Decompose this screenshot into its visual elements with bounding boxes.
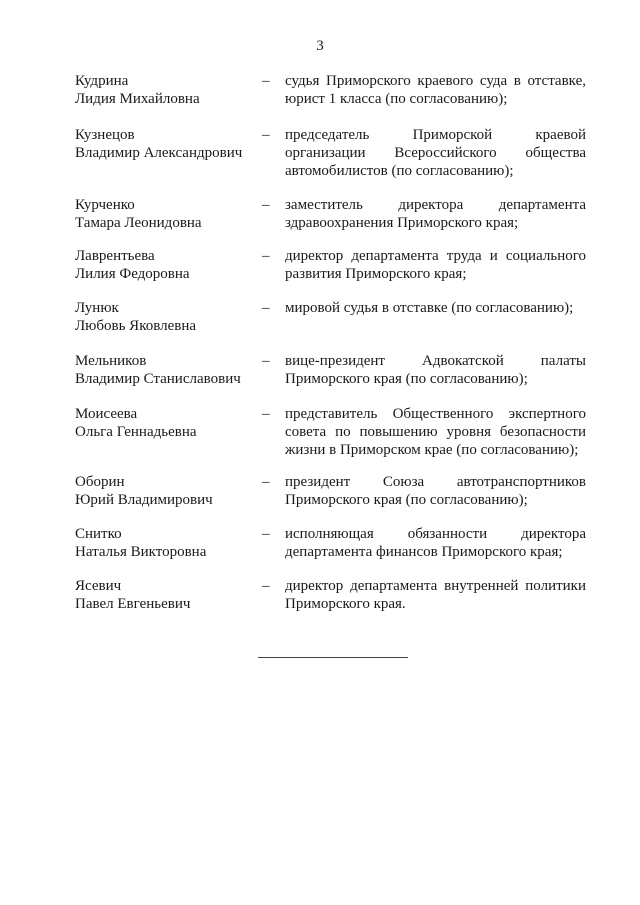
member-surname: Оборин	[75, 474, 125, 490]
member-surname: Лунюк	[75, 300, 119, 316]
member-name	[75, 72, 255, 108]
member-position	[285, 72, 586, 108]
member-name	[75, 525, 255, 561]
member-surname: Ясевич	[75, 578, 122, 594]
member-surname: Лаврентьева	[75, 248, 155, 264]
member-given-names: Владимир Станиславович	[75, 371, 241, 387]
entry-dash: –	[262, 127, 270, 143]
position-line: вице-президент Адвокатской палаты	[285, 353, 586, 369]
member-given-names: Юрий Владимирович	[75, 492, 213, 508]
member-position	[285, 247, 586, 283]
position-line: жизни в Приморском крае (по согласованию);	[285, 442, 579, 458]
position-line: совета по повышению уровня безопасности	[285, 424, 586, 440]
member-surname: Мельников	[75, 353, 147, 369]
position-line: директор департамента внутренней политики	[285, 578, 586, 594]
position-line: юрист 1 класса (по согласованию);	[285, 91, 508, 107]
member-name	[75, 473, 255, 509]
member-given-names: Ольга Геннадьевна	[75, 424, 197, 440]
entry-dash: –	[262, 578, 270, 594]
member-surname: Кузнецов	[75, 127, 135, 143]
entry-dash: –	[262, 353, 270, 369]
member-surname: Снитко	[75, 526, 122, 542]
member-position	[285, 405, 586, 459]
member-name	[75, 299, 255, 335]
position-line: судья Приморского краевого суда в отставке,	[285, 73, 586, 89]
position-line: организации Всероссийского общества	[285, 145, 586, 161]
member-given-names: Павел Евгеньевич	[75, 596, 191, 612]
entry-dash: –	[262, 300, 270, 316]
position-line: Приморского края.	[285, 596, 406, 612]
member-given-names: Наталья Викторовна	[75, 544, 207, 560]
position-line: департамента финансов Приморского края;	[285, 544, 563, 560]
member-given-names: Лилия Федоровна	[75, 266, 190, 282]
member-given-names: Любовь Яковлевна	[75, 318, 197, 334]
member-surname: Кудрина	[75, 73, 129, 89]
position-line: директор департамента труда и социального	[285, 248, 586, 264]
member-position	[285, 473, 586, 509]
position-line: Приморского края (по согласованию);	[285, 371, 528, 387]
member-name	[75, 577, 255, 613]
position-line: развития Приморского края;	[285, 266, 467, 282]
member-position	[285, 352, 586, 388]
member-position	[285, 196, 586, 232]
member-given-names: Владимир Александрович	[75, 145, 243, 161]
position-line: заместитель директора департамента	[285, 197, 586, 213]
page-number: 3	[316, 38, 324, 54]
member-name	[75, 247, 255, 283]
position-line: Приморского края (по согласованию);	[285, 492, 528, 508]
entry-dash: –	[262, 474, 270, 490]
entry-dash: –	[262, 526, 270, 542]
end-of-list-rule	[258, 657, 408, 658]
member-position	[285, 299, 586, 317]
entry-dash: –	[262, 248, 270, 264]
entry-dash: –	[262, 406, 270, 422]
position-line: исполняющая обязанности директора	[285, 526, 586, 542]
position-line: президент Союза автотранспортников	[285, 474, 586, 490]
member-given-names: Лидия Михайловна	[75, 91, 200, 107]
member-position	[285, 525, 586, 561]
position-line: председатель Приморской краевой	[285, 127, 586, 143]
member-name	[75, 126, 255, 162]
position-line: автомобилистов (по согласованию);	[285, 163, 514, 179]
position-line: мировой судья в отставке (по согласованию);	[285, 300, 574, 316]
position-line: здравоохранения Приморского края;	[285, 215, 519, 231]
member-surname: Курченко	[75, 197, 135, 213]
member-position	[285, 126, 586, 180]
member-name	[75, 352, 255, 388]
member-position	[285, 577, 586, 613]
member-name	[75, 405, 255, 441]
entry-dash: –	[262, 197, 270, 213]
member-name	[75, 196, 255, 232]
entry-dash: –	[262, 73, 270, 89]
position-line: представитель Общественного экспертного	[285, 406, 586, 422]
member-surname: Моисеева	[75, 406, 138, 422]
member-given-names: Тамара Леонидовна	[75, 215, 202, 231]
